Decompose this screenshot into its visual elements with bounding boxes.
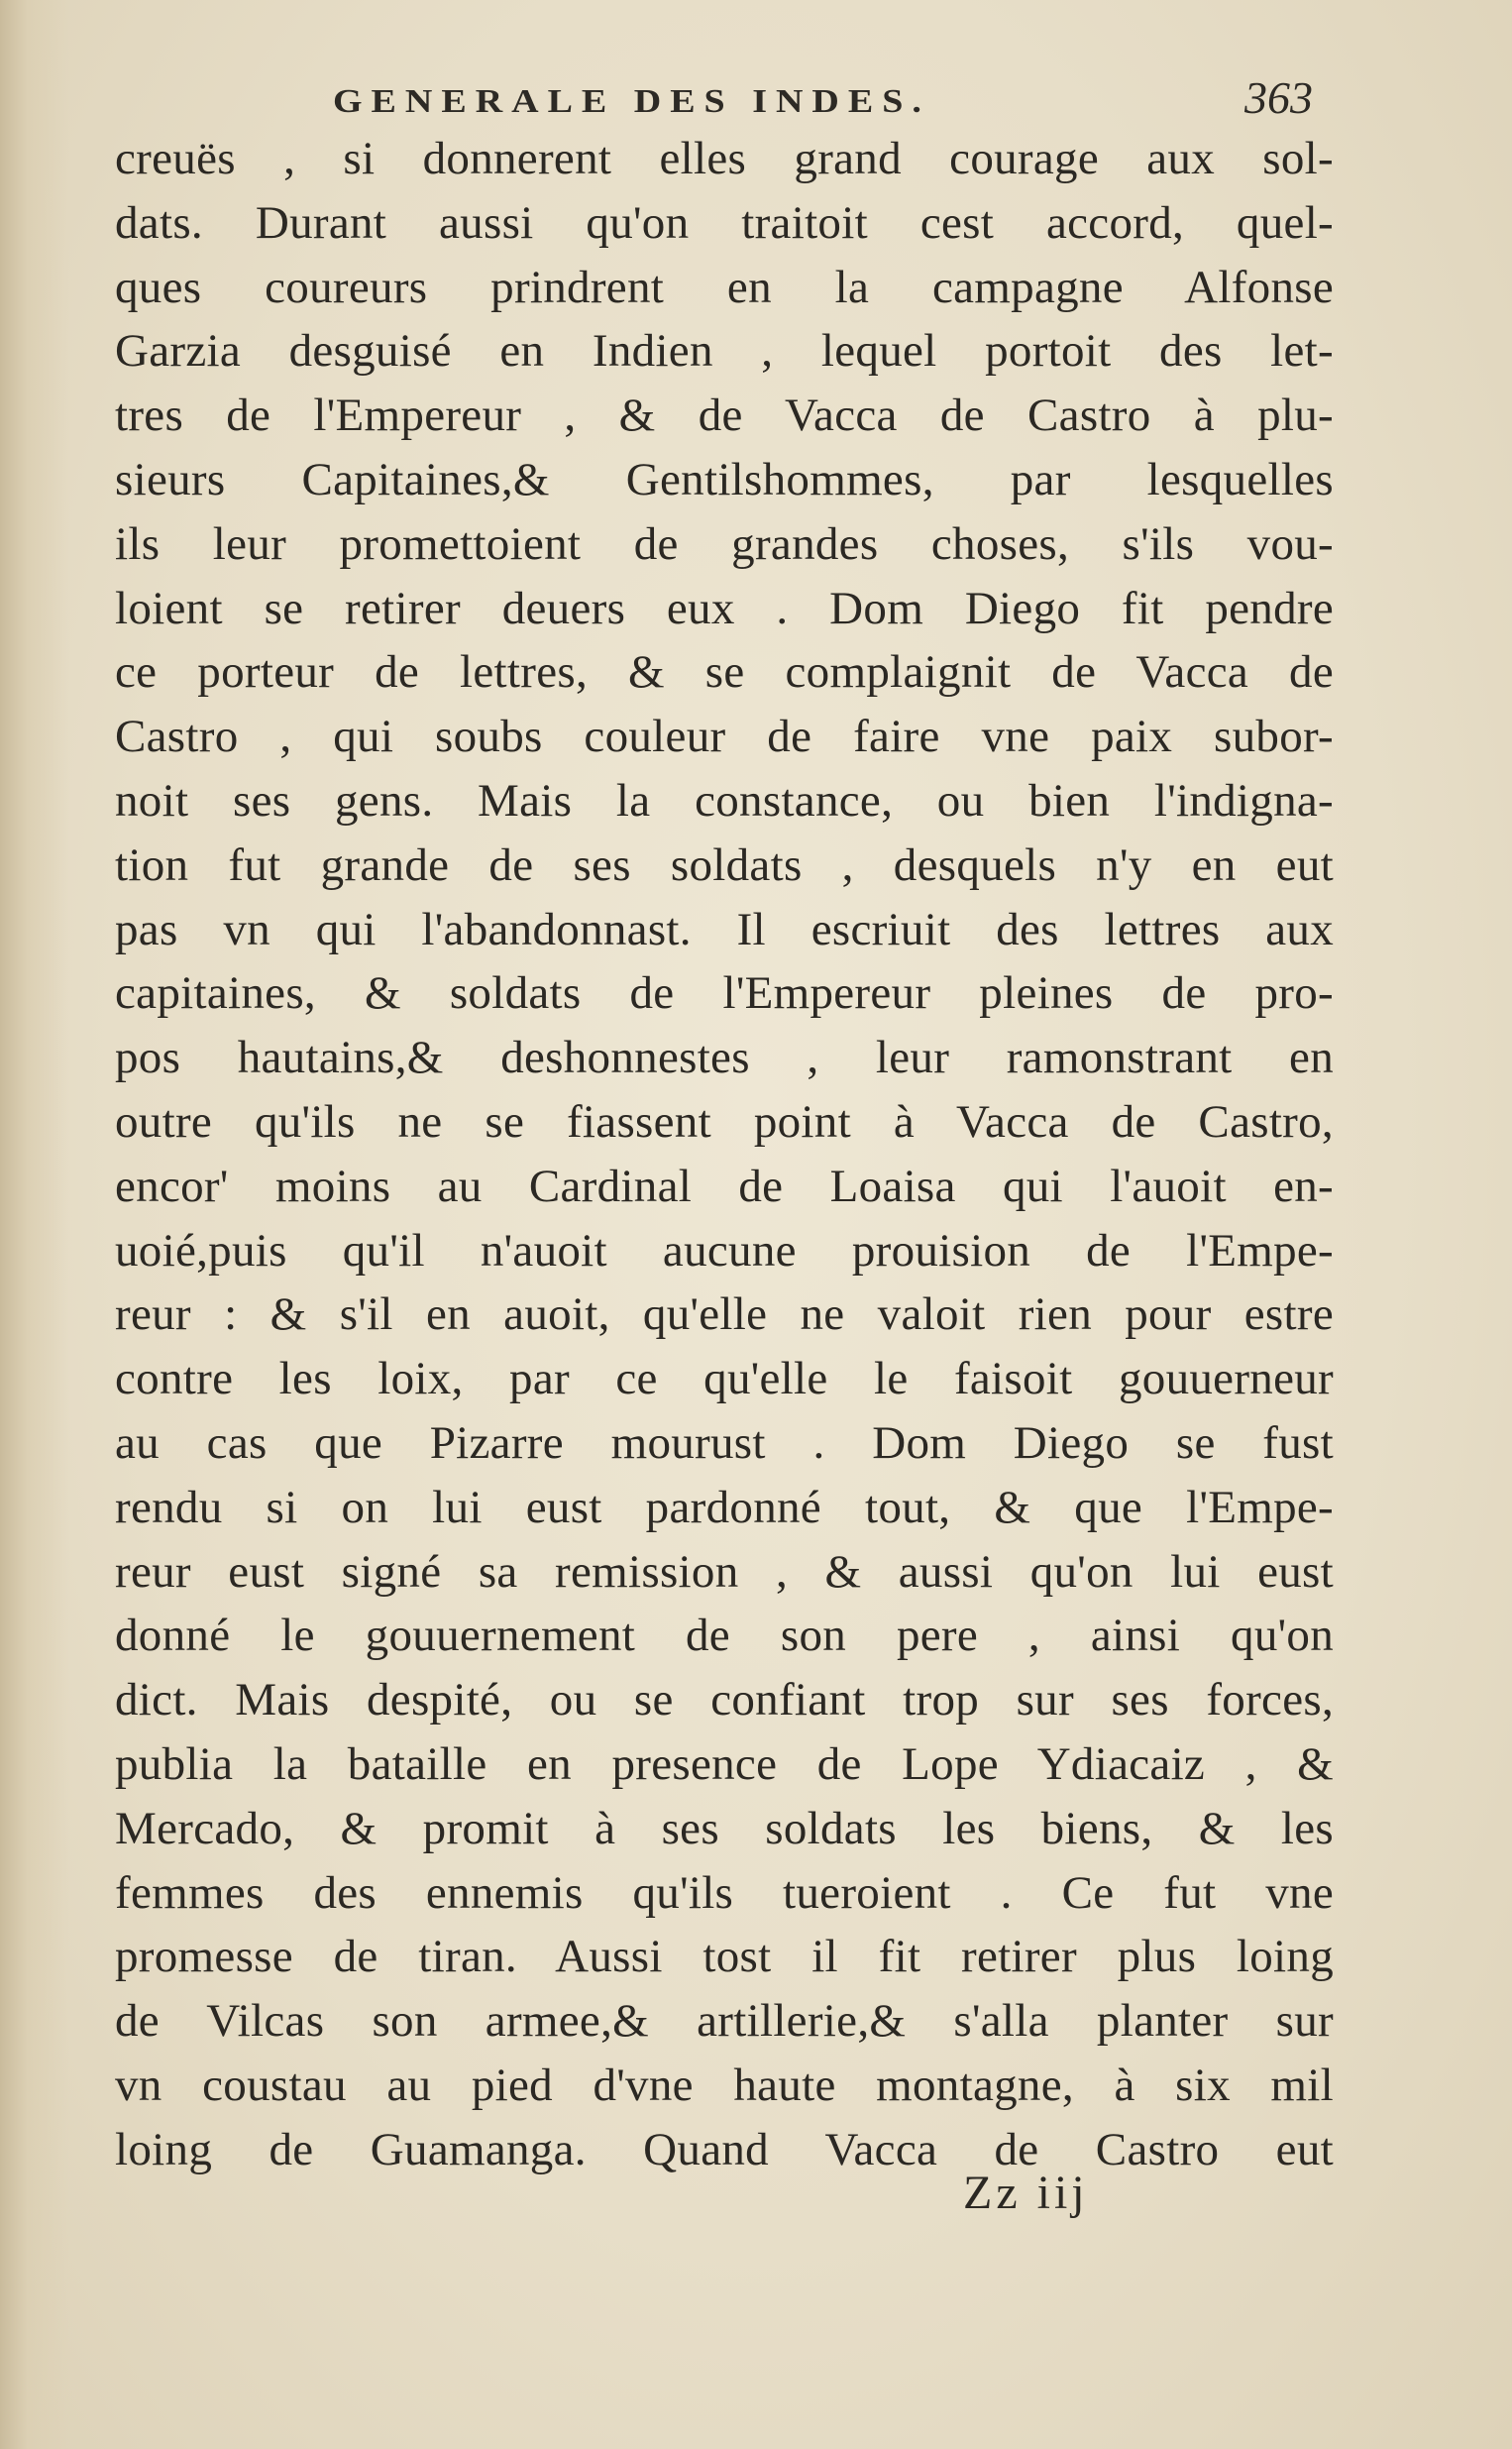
text-line: vn coustau au pied d'vne haute montagne, à six mil <box>115 2059 1334 2111</box>
text-line: tres de l'Empereur , & de Vacca de Castro à plu- <box>115 390 1334 442</box>
text-line: encor' moins au Cardinal de Loaisa qui l'auoit en- <box>115 1160 1334 1212</box>
text-line: outre qu'ils ne se fiassent point à Vacca de Castro, <box>115 1095 1334 1148</box>
signature-mark: Zz iij <box>963 2167 1089 2219</box>
gutter-shadow <box>0 0 69 2449</box>
text-line: loient se retirer deuers eux . Dom Diego fit pendre <box>115 582 1334 634</box>
text-line: contre les loix, par ce qu'elle le faisoit gouuerneur <box>115 1353 1334 1405</box>
text-line: publia la bataille en presence de Lope Ydiacaiz , & <box>115 1737 1334 1790</box>
text-line: tion fut grande de ses soldats , desquels n'y en eut <box>115 838 1334 891</box>
text-line: pas vn qui l'abandonnast. Il escriuit des lettres aux <box>115 903 1334 955</box>
body-text <box>115 127 1334 2182</box>
text-line: femmes des ennemis qu'ils tueroient . Ce fut vne <box>115 1866 1334 1919</box>
text-line: dats. Durant aussi qu'on traitoit cest accord, quel- <box>115 196 1334 249</box>
text-line: reur eust signé sa remission , & aussi qu'on lui eust <box>115 1545 1334 1598</box>
text-line: ce porteur de lettres, & se complaignit de Vacca de <box>115 646 1334 699</box>
text-line: Castro , qui soubs couleur de faire vne paix subor- <box>115 711 1334 763</box>
text-line: loing de Guamanga. Quand Vacca de Castro eut <box>115 2123 1334 2175</box>
text-line: ils leur promettoient de grandes choses, s'ils vou- <box>115 517 1334 570</box>
text-line: ques coureurs prindrent en la campagne Alfonse <box>115 261 1334 313</box>
running-head <box>117 71 1346 131</box>
text-line: pos hautains,& deshonnestes , leur ramonstrant en <box>115 1032 1334 1084</box>
text-line: rendu si on lui eust pardonné tout, & que l'Empe- <box>115 1481 1334 1533</box>
text-line: de Vilcas son armee,& artillerie,& s'alla planter sur <box>115 1995 1334 2048</box>
text-line: Mercado, & promit à ses soldats les biens, & les <box>115 1802 1334 1854</box>
text-line: noit ses gens. Mais la constance, ou bien l'indigna- <box>115 774 1334 827</box>
text-line: Garzia desguisé en Indien , lequel portoit des let- <box>115 325 1334 378</box>
text-line: sieurs Capitaines,& Gentilshommes, par lesquelles <box>115 453 1334 505</box>
text-line: promesse de tiran. Aussi tost il fit retirer plus loing <box>115 1931 1334 1983</box>
text-line: au cas que Pizarre mourust . Dom Diego se fust <box>115 1416 1334 1469</box>
page-number: 363 <box>1244 72 1313 123</box>
text-line: reur : & s'il en auoit, qu'elle ne valoit rien pour estre <box>115 1288 1334 1341</box>
text-line: dict. Mais despité, ou se confiant trop sur ses forces, <box>115 1674 1334 1726</box>
text-line: creuës , si donnerent elles grand courage aux sol- <box>115 133 1334 184</box>
running-title: GENERALE DES INDES. <box>333 82 930 120</box>
text-line: uoié,puis qu'il n'auoit aucune prouision de l'Empe- <box>115 1224 1334 1277</box>
text-line: capitaines, & soldats de l'Empereur pleines de pro- <box>115 967 1334 1020</box>
text-line: donné le gouuernement de son pere , ainsi qu'on <box>115 1610 1334 1662</box>
